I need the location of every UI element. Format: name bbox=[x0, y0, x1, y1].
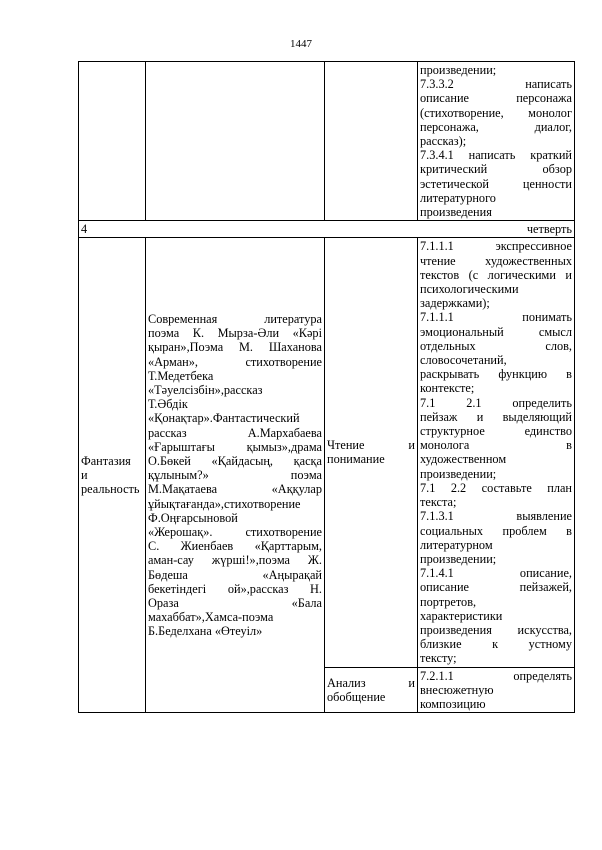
text-line: тексту; bbox=[420, 651, 457, 666]
text-line: описание персонажа bbox=[420, 91, 572, 106]
text-line: текста; bbox=[420, 495, 457, 510]
objective-text bbox=[420, 63, 572, 219]
text-line: бекетіндегі ой»,рассказ Н. bbox=[148, 581, 322, 596]
objective-text bbox=[420, 239, 572, 665]
content-cell bbox=[146, 238, 325, 713]
text-line: психологическими bbox=[420, 282, 519, 297]
text-line: композицию bbox=[420, 696, 486, 711]
objective-cell bbox=[418, 667, 575, 713]
text-line: (стихотворение, монолог bbox=[420, 105, 572, 120]
text-line: произведении; bbox=[420, 551, 497, 566]
objective-cell bbox=[418, 62, 575, 221]
text-line: Фантазия bbox=[81, 453, 131, 468]
text-line: текстов (с логическими и bbox=[420, 267, 572, 282]
text-line: литературного bbox=[420, 190, 496, 205]
text-line: обобщение bbox=[327, 689, 386, 704]
text-line: Ф.Оңғарсыновой bbox=[148, 510, 238, 525]
text-line: поэма К. Мырза-Әли «Кәрі bbox=[148, 326, 322, 341]
text-line: Анализ и bbox=[327, 675, 415, 690]
text-line: 7.2.1.1 определять bbox=[420, 668, 572, 683]
text-line: «Арман», стихотворение bbox=[148, 354, 322, 369]
text-line: «Тәуелсізбін»,рассказ bbox=[148, 382, 263, 397]
table-row-quarter bbox=[79, 221, 575, 238]
text-line: монолога в bbox=[420, 438, 572, 453]
text-line: 7.1.4.1 описание, bbox=[420, 566, 572, 581]
text-line: «Ғарыштағы қымыз»,драма bbox=[148, 439, 322, 454]
text-line: эстетической ценности bbox=[420, 176, 572, 191]
text-line: понимание bbox=[327, 452, 385, 467]
text-line: С. Жиенбаев «Қарттарым, bbox=[148, 539, 322, 554]
text-line: словосочетаний, bbox=[420, 353, 507, 368]
text-line: 7.1 2.2 составьте план bbox=[420, 480, 572, 495]
text-line: Т.Медетбека bbox=[148, 368, 214, 383]
theme-cell bbox=[79, 238, 146, 713]
content-cell bbox=[146, 62, 325, 221]
text-line: 7.1.1.1 понимать bbox=[420, 310, 572, 325]
text-line: Бөдеша «Аңырақай bbox=[148, 567, 322, 582]
text-line: структурное единство bbox=[420, 424, 572, 439]
text-line: 7.1.1.1 экспрессивное bbox=[420, 239, 572, 254]
text-line: Современная литература bbox=[148, 311, 322, 326]
text-line: 7.3.3.2 написать bbox=[420, 77, 572, 92]
text-line: произведении; bbox=[420, 63, 497, 77]
text-line: М.Мақатаева «Аққулар bbox=[148, 482, 322, 497]
text-line: Б.Беделхана «Өтеуіл» bbox=[148, 624, 263, 639]
text-line: 7.3.4.1 написать краткий bbox=[420, 148, 572, 163]
text-line: отдельных слов, bbox=[420, 338, 572, 353]
text-line: художественном bbox=[420, 452, 507, 467]
table-row-fantasy bbox=[79, 238, 575, 667]
text-line: контексте; bbox=[420, 381, 475, 396]
text-line: раскрывать функцию в bbox=[420, 367, 572, 382]
skill-text bbox=[327, 438, 415, 466]
text-line: описание пейзажей, bbox=[420, 580, 572, 595]
text-line: рассказ А.Мархабаева bbox=[148, 425, 322, 440]
text-line: критический обзор bbox=[420, 162, 572, 177]
skill-text bbox=[327, 676, 415, 704]
objective-text bbox=[420, 669, 572, 712]
text-line: эмоциональный смысл bbox=[420, 324, 572, 339]
objective-cell bbox=[418, 238, 575, 667]
text-line: внесюжетную bbox=[420, 682, 494, 697]
text-line: рассказ); bbox=[420, 134, 467, 149]
skill-cell bbox=[325, 62, 418, 221]
text-line: 7.1 2.1 определить bbox=[420, 395, 572, 410]
text-line: чтение художественных bbox=[420, 253, 572, 268]
text-line: персонажа, диалог, bbox=[420, 119, 572, 134]
table-row-continuation bbox=[79, 62, 575, 221]
text-line: ұйықтағанда»,стихотворение bbox=[148, 496, 301, 511]
text-line: реальность bbox=[81, 482, 140, 497]
text-line: құлыным?» поэма bbox=[148, 468, 322, 483]
text-line: Т.Әбдік bbox=[148, 397, 188, 412]
text-line: произведении; bbox=[420, 466, 497, 481]
text-line: характеристики bbox=[420, 608, 503, 623]
text-line: пейзаж и выделяющий bbox=[420, 409, 572, 424]
text-line: портретов, bbox=[420, 594, 477, 609]
text-line: задержками); bbox=[420, 296, 490, 311]
text-line: Чтение и bbox=[327, 438, 415, 453]
skill-cell bbox=[325, 238, 418, 667]
text-line: аман-сау жүрші!»,поэма Ж. bbox=[148, 553, 322, 568]
text-line: «Қонақтар».Фантастический bbox=[148, 411, 300, 426]
text-line: близкие к устному bbox=[420, 637, 572, 652]
text-line: 7.1.3.1 выявление bbox=[420, 509, 572, 524]
quarter-label: 4 четверть bbox=[79, 221, 575, 238]
theme-text bbox=[81, 454, 143, 497]
content-text bbox=[148, 312, 322, 639]
text-line: и bbox=[81, 468, 88, 483]
text-line: «Жерошақ». стихотворение bbox=[148, 525, 322, 539]
curriculum-table bbox=[78, 61, 575, 713]
text-line: О.Бөкей «Қайдасың, қасқа bbox=[148, 453, 322, 468]
text-line: қыран»,Поэма М. Шаханова bbox=[148, 340, 322, 355]
theme-cell bbox=[79, 62, 146, 221]
text-line: Ораза «Бала bbox=[148, 596, 322, 611]
text-line: произведения искусства, bbox=[420, 622, 572, 637]
text-line: произведения bbox=[420, 205, 492, 220]
page-number: 1447 bbox=[290, 38, 312, 50]
text-line: социальных проблем в bbox=[420, 523, 572, 538]
skill-cell bbox=[325, 667, 418, 713]
text-line: литературном bbox=[420, 537, 493, 552]
text-line: махаббат»,Хамса-поэма bbox=[148, 610, 274, 625]
